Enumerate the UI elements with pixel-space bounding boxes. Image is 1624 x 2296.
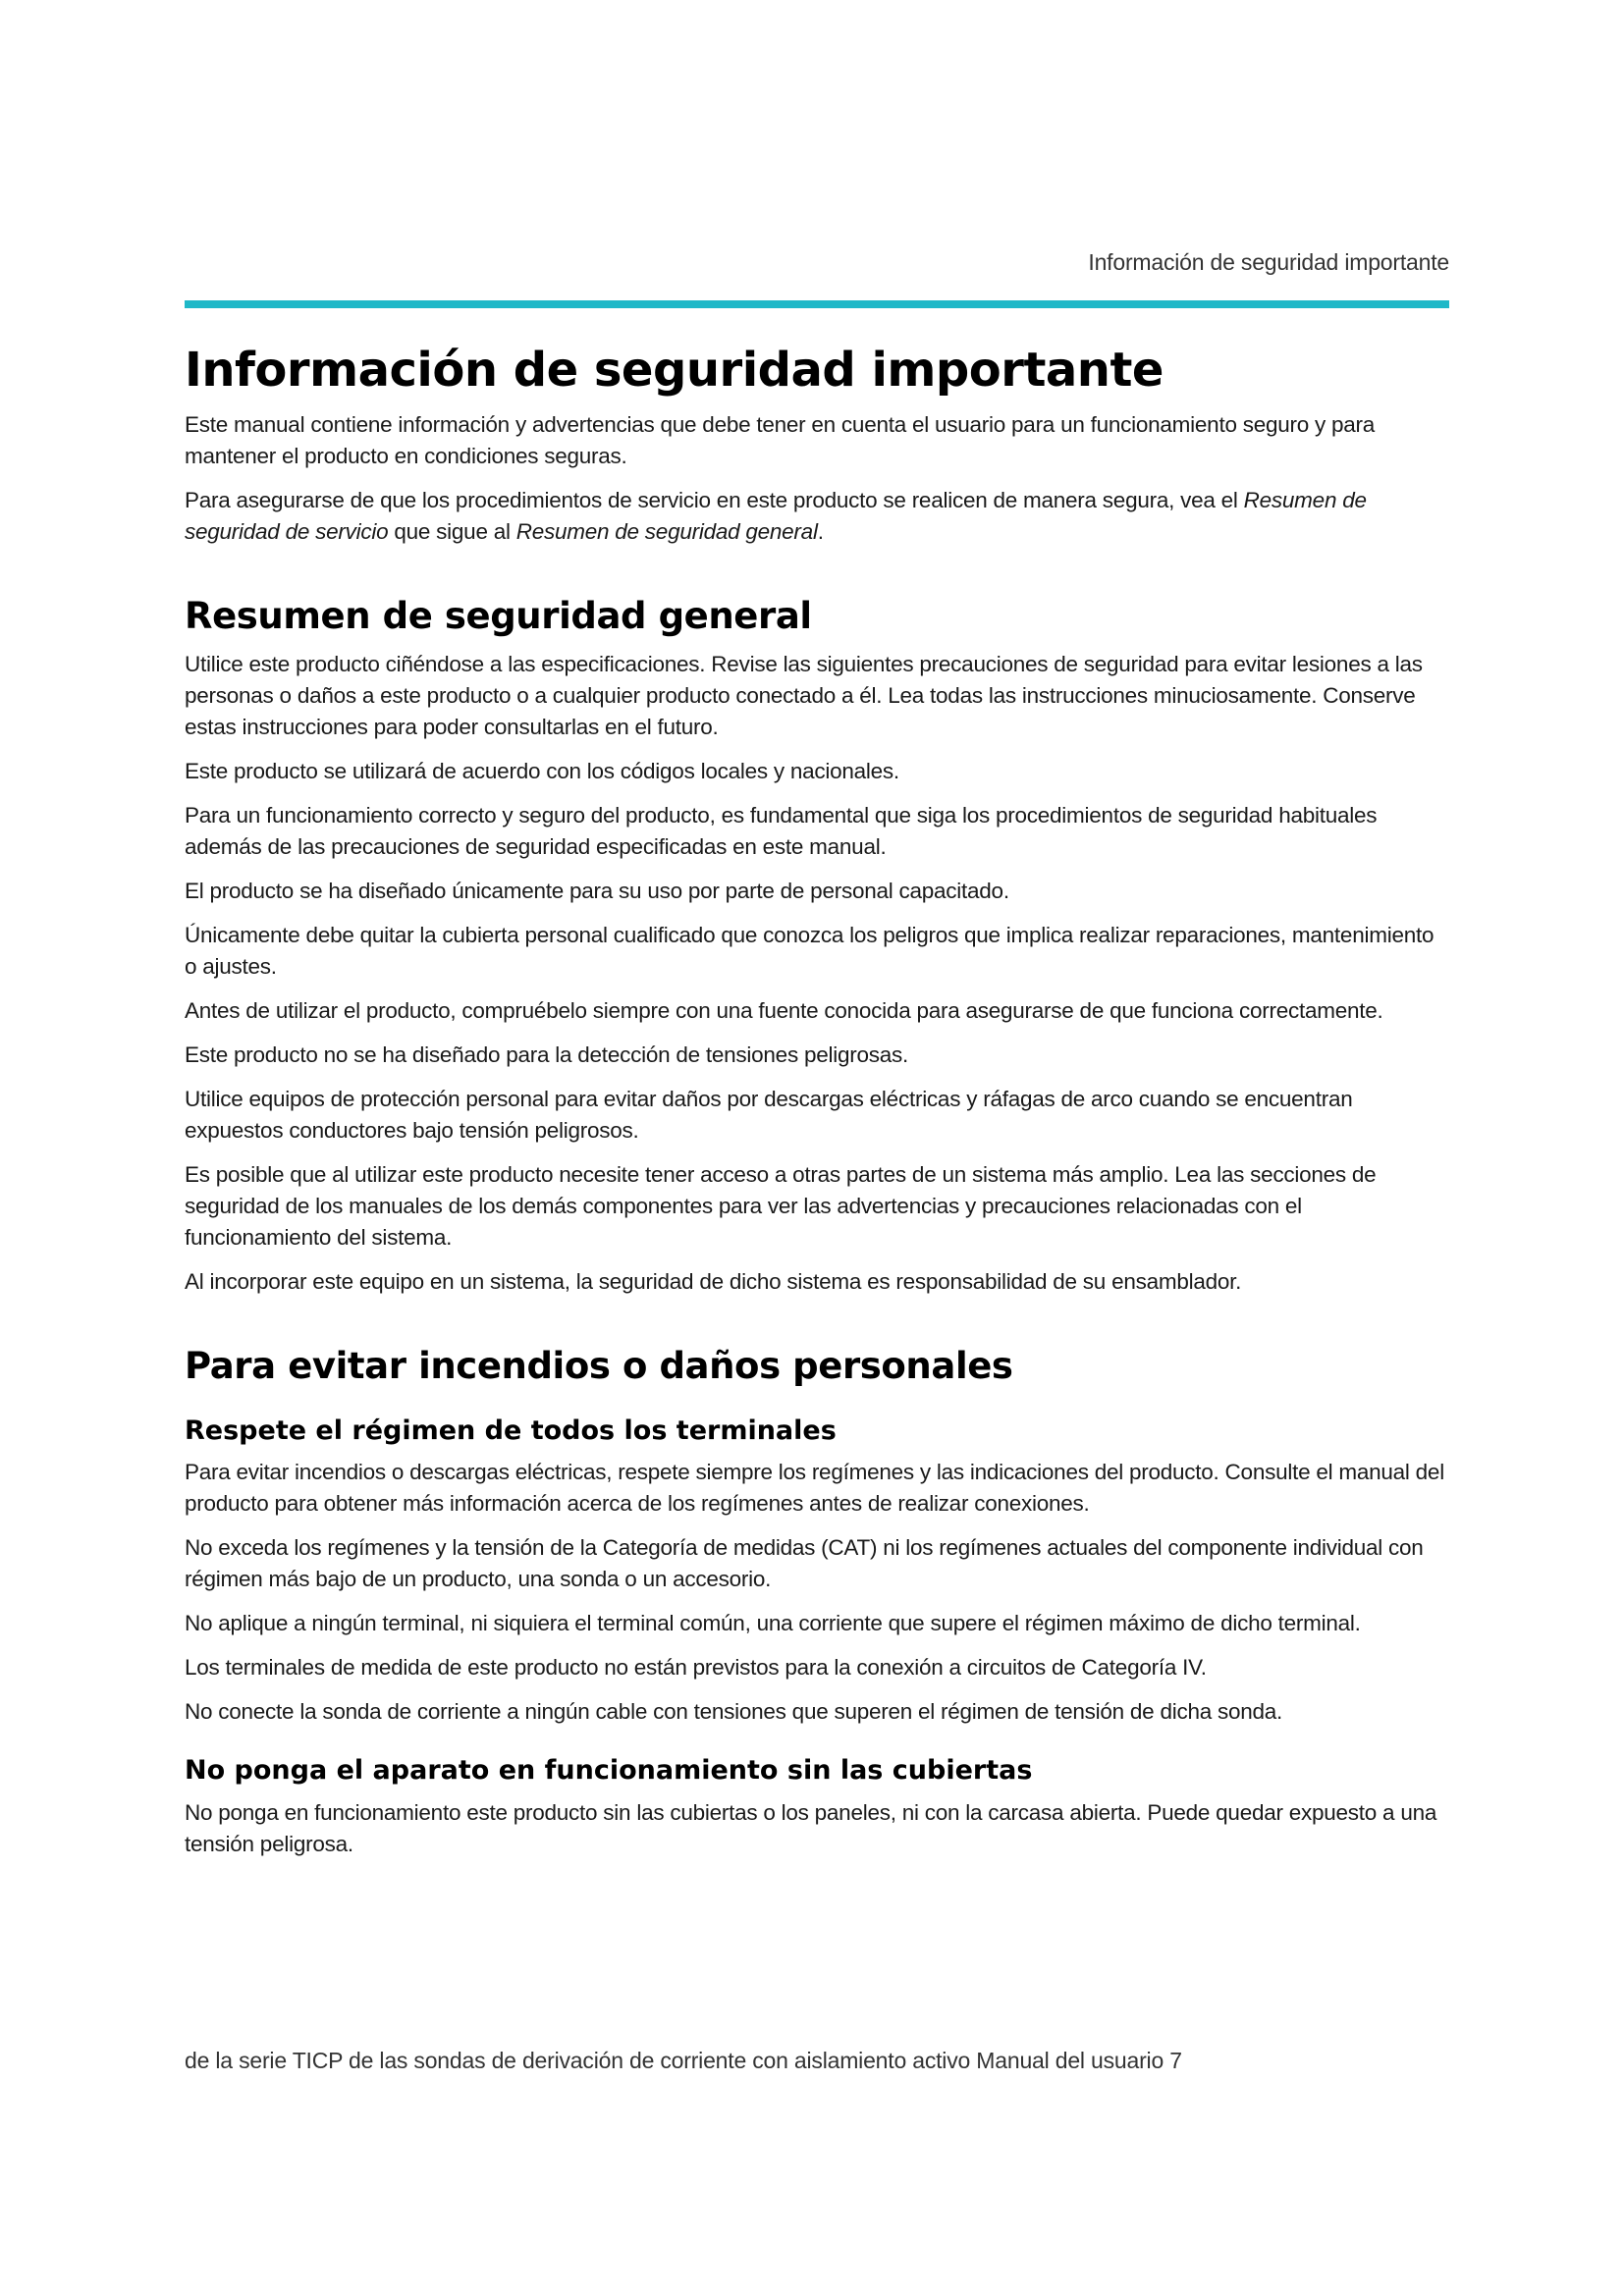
intro-text: que sigue al	[388, 519, 516, 545]
page-content	[185, 340, 1451, 1873]
paragraph: No exceda los regímenes y la tensión de la Categoría de medidas (CAT) ni los regímenes actuales del componente individual con régimen más bajo de un producto, una sonda o un accesorio.	[185, 1535, 1424, 1592]
section-heading-fire-injury: Para evitar incendios o daños personales	[185, 1344, 1013, 1387]
page-title: Información de seguridad importante	[185, 343, 1164, 398]
paragraph: Para evitar incendios o descargas eléctricas, respete siempre los regímenes y las indicaciones del producto. Consulte el manual del producto para obtener más información acerca de los regímenes antes de realizar conexiones.	[185, 1460, 1444, 1517]
subsection-heading-terminal-ratings: Respete el régimen de todos los terminales	[185, 1415, 837, 1446]
section-heading-general-safety: Resumen de seguridad general	[185, 595, 812, 638]
paragraph: No conecte la sonda de corriente a ningún cable con tensiones que superen el régimen de tensión de dicha sonda.	[185, 1699, 1283, 1725]
paragraph: El producto se ha diseñado únicamente para su uso por parte de personal capacitado.	[185, 878, 1009, 903]
intro-text: Para asegurarse de que los procedimientos de servicio en este producto se realicen de manera segura, vea el	[185, 488, 1244, 513]
paragraph: Este producto no se ha diseñado para la detección de tensiones peligrosas.	[185, 1041, 909, 1067]
intro-paragraph-service-reference	[185, 485, 1451, 548]
paragraph: Los terminales de medida de este producto no están previstos para la conexión a circuitos de Categoría IV.	[185, 1655, 1207, 1681]
general-safety-summary-reference: Resumen de seguridad general	[515, 519, 818, 545]
paragraph: No ponga en funcionamiento este producto sin las cubiertas o los paneles, ni con la carcasa abierta. Puede quedar expuesto a una tensión peligrosa.	[185, 1799, 1437, 1856]
page-footer: de la serie TICP de las sondas de derivación de corriente con aislamiento activo Manual del usuario 7	[185, 2048, 1182, 2073]
running-header: Información de seguridad importante	[1088, 249, 1449, 275]
subsection-heading-covers: No ponga el aparato en funcionamiento sin las cubiertas	[185, 1755, 1033, 1787]
paragraph: No aplique a ningún terminal, ni siquiera el terminal común, una corriente que supere el régimen máximo de dicho terminal.	[185, 1611, 1361, 1636]
paragraph: Antes de utilizar el producto, compruébelo siempre con una fuente conocida para asegurarse de que funciona correctamente.	[185, 997, 1383, 1023]
intro-text: .	[817, 519, 824, 545]
paragraph: Únicamente debe quitar la cubierta personal cualificado que conozca los peligros que implica realizar reparaciones, mantenimiento o ajustes.	[185, 922, 1435, 979]
paragraph: Utilice equipos de protección personal para evitar daños por descargas eléctricas y ráfagas de arco cuando se encuentran expuestos conductores bajo tensión peligrosos.	[185, 1086, 1353, 1143]
paragraph: Para un funcionamiento correcto y seguro del producto, es fundamental que siga los procedimientos de seguridad habituales además de las precauciones de seguridad especificadas en este manual.	[185, 802, 1378, 859]
header-divider	[185, 300, 1449, 308]
paragraph: Al incorporar este equipo en un sistema, la seguridad de dicho sistema es responsabilidad de su ensamblador.	[185, 1268, 1242, 1294]
service-safety-summary-reference: Resumen de seguridad de servicio	[185, 488, 1367, 545]
paragraph: Utilice este producto ciñéndose a las especificaciones. Revise las siguientes precauciones de seguridad para evitar lesiones a las personas o daños a este producto o a cualquier producto conectado a él. Lea todas las instrucciones minuciosamente. Conserve estas instrucciones para poder consultarlas en el futuro.	[185, 651, 1423, 739]
intro-paragraph: Este manual contiene información y advertencias que debe tener en cuenta el usuario para un funcionamiento seguro y para mantener el producto en condiciones seguras.	[185, 412, 1376, 469]
paragraph: Este producto se utilizará de acuerdo con los códigos locales y nacionales.	[185, 758, 899, 783]
paragraph: Es posible que al utilizar este producto necesite tener acceso a otras partes de un sistema más amplio. Lea las secciones de seguridad de los manuales de los demás componentes para ver las advertencias y precauciones relacionadas con el funcionamiento del sistema.	[185, 1161, 1377, 1250]
